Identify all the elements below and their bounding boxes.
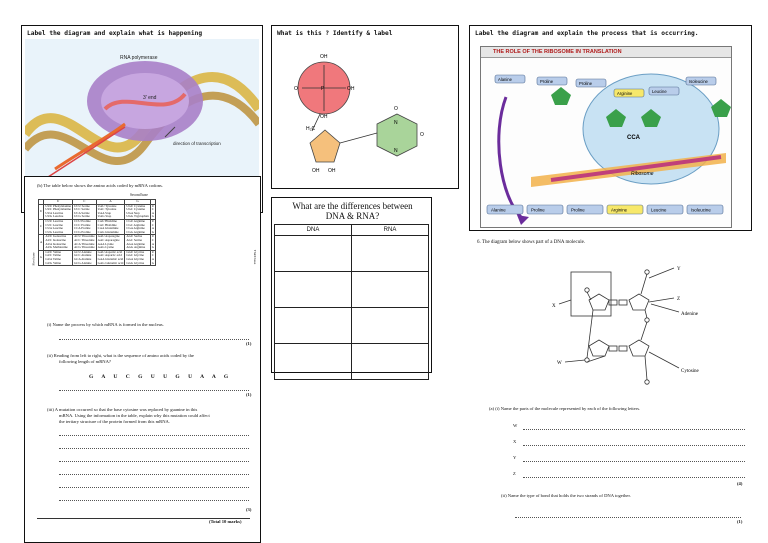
codon-cell — [96, 219, 125, 234]
diff-cell[interactable] — [352, 236, 429, 272]
third-base-entry: G — [151, 245, 155, 250]
codon-entry: UUC Phenylalanine — [45, 207, 71, 212]
diff-cell[interactable] — [352, 272, 429, 308]
letter-label: X — [513, 439, 517, 444]
codon-cell — [73, 235, 97, 250]
codon-entry: AAC Asparagine — [97, 237, 120, 242]
codon-row — [39, 219, 156, 234]
codon-entry: AGU Serine — [126, 234, 143, 239]
codon-entry: CAA Glutamine — [97, 226, 119, 231]
amino-label: Proline — [540, 79, 554, 84]
codon-cell — [73, 250, 97, 265]
codon-entry: UCU Serine — [74, 203, 90, 208]
third-base-label: Third base — [253, 249, 258, 265]
mark-3: (3) — [246, 507, 252, 512]
translation-diagram — [481, 57, 731, 227]
codon-entry: GCU Alanine — [74, 249, 92, 254]
answer-line[interactable] — [59, 339, 249, 340]
codon-entry: CUA Leucine — [45, 226, 63, 231]
title-line2: DNA & RNA? — [325, 211, 380, 221]
codon-entry: CGU Arginine — [126, 218, 145, 223]
letter-answer-line[interactable] — [523, 477, 745, 478]
mol-h2c: H₂C — [306, 126, 316, 132]
letter-label: Y — [513, 455, 517, 460]
codon-row — [39, 204, 156, 219]
nucleotide-diagram — [272, 38, 458, 188]
codon-entry: AAU Asparagine — [97, 234, 120, 239]
label-w: W — [557, 361, 562, 366]
diff-cell[interactable] — [275, 344, 352, 380]
answer-line[interactable] — [59, 474, 249, 475]
chain-label: Arginine — [611, 207, 628, 213]
codon-entry: ACU Threonine — [74, 234, 95, 239]
third-base-cell — [150, 219, 155, 234]
first-base-cell: U — [39, 204, 44, 219]
ribosome-figure — [480, 46, 732, 228]
codon-entry: GAG Glutamic acid — [97, 260, 124, 265]
codon-entry: AAA Lysine — [97, 241, 114, 246]
third-base-entry: A — [151, 241, 155, 246]
chain-label: Proline — [531, 207, 545, 213]
codon-row — [39, 250, 156, 265]
ribosome-panel — [469, 25, 752, 231]
codon-intro: (b) The table below shows the amino acids coded by mRNA codons. — [37, 183, 163, 188]
second-base-label: Second base — [130, 193, 148, 197]
codon-table — [38, 199, 156, 266]
mark-2: (1) — [246, 392, 252, 397]
codon-entry: AGG Arginine — [126, 245, 146, 250]
diff-cell[interactable] — [275, 272, 352, 308]
answer-line[interactable] — [59, 448, 249, 449]
label-x: X — [552, 304, 556, 309]
codon-entry: UGC Cysteine — [126, 207, 146, 212]
question-a-ii: (ii) Name the type of bond that holds the two strands of DNA together. — [501, 493, 631, 498]
codon-entry: UCG Serine — [74, 214, 90, 219]
column-header: A — [96, 200, 125, 205]
codon-entry: UAC Tyrosine — [97, 207, 117, 212]
answer-line[interactable] — [59, 435, 249, 436]
chain-label: Leucine — [651, 207, 667, 213]
mol-n1: N — [394, 120, 398, 126]
third-base-entry: C — [151, 222, 154, 227]
codon-entry: GAC Aspartic acid — [97, 253, 122, 258]
question-iii-a: (iii) A mutation occurred so that the base cytosine was replaced by guanine in this — [47, 407, 198, 412]
codon-entry: CUC Leucine — [45, 222, 63, 227]
codon-entry: AGA Arginine — [126, 241, 145, 246]
question-iii-b: mRNA. Using the information in the table, explain why this mutation could affect — [59, 413, 210, 418]
first-base-label: First base — [31, 252, 36, 266]
letter-answer-line[interactable] — [523, 445, 745, 446]
answer-line[interactable] — [59, 461, 249, 462]
third-base-entry: A — [151, 210, 155, 215]
codon-entry: UAA Stop — [97, 210, 112, 215]
third-base-cell — [150, 204, 155, 219]
letter-label: Z — [513, 471, 516, 476]
mark-1: (1) — [246, 341, 252, 346]
label-z: Z — [677, 297, 681, 302]
answer-line[interactable] — [59, 390, 249, 391]
codon-entry: UUA Leucine — [45, 210, 64, 215]
codon-entry: UAU Tyrosine — [97, 203, 117, 208]
third-base-entry: U — [151, 249, 155, 254]
third-base-entry: C — [151, 207, 154, 212]
codon-entry: GGC Glycine — [126, 253, 144, 258]
ribosome-label: Ribosome — [631, 171, 654, 177]
diff-cell[interactable] — [352, 308, 429, 344]
mol-oh3: OH — [320, 114, 328, 120]
third-base-entry: A — [151, 256, 155, 261]
mol-o2: O — [420, 132, 424, 138]
third-base-entry: G — [151, 214, 155, 219]
codon-entry: GCA Alanine — [74, 256, 92, 261]
codon-entry: ACG Threonine — [74, 245, 95, 250]
chain-label: Alanine — [491, 207, 506, 213]
codon-entry: CCG Proline — [74, 229, 91, 234]
transcription-header: Label the diagram and explain what is happening — [27, 30, 203, 37]
codon-entry: CCA Proline — [74, 226, 91, 231]
codon-cell — [125, 250, 150, 265]
chain-label: Isoleucine — [691, 207, 711, 213]
question-ii-b: following length of mRNA? — [59, 359, 111, 364]
codon-entry: CCC Proline — [74, 222, 91, 227]
codon-entry: UCA Serine — [74, 210, 90, 215]
letter-answer-line[interactable] — [523, 461, 745, 462]
mark-4: (4) — [737, 481, 743, 486]
codon-entry: GAU Aspartic acid — [97, 249, 123, 254]
codon-entry: UUU Phenylalanine — [45, 203, 72, 208]
question-a-i: (a) (i) Name the parts of the molecule represented by each of the following letters. — [489, 406, 641, 411]
third-base-entry: U — [151, 234, 155, 239]
first-base-cell: G — [39, 250, 44, 265]
codon-entry: AGC Serine — [126, 237, 142, 242]
mol-oh4: OH — [312, 168, 320, 174]
codon-cell — [125, 219, 150, 234]
third-base-entry: C — [151, 237, 154, 242]
codon-cell — [44, 250, 73, 265]
letter-label: W — [513, 423, 518, 428]
codon-cell — [125, 204, 150, 219]
codon-entry: AUG Methionine — [45, 245, 68, 250]
diff-table — [274, 224, 429, 380]
codon-entry: GGG Glycine — [126, 260, 145, 265]
codon-entry: AUC Isoleucine — [45, 237, 66, 242]
codon-cell — [73, 204, 97, 219]
amino-label: Alanine — [498, 77, 512, 82]
third-base-cell — [150, 250, 155, 265]
codon-entry: ACA Threonine — [74, 241, 95, 246]
codon-entry: GCC Alanine — [74, 253, 92, 258]
third-base-entry: A — [151, 226, 155, 231]
codon-entry: CUG Leucine — [45, 229, 64, 234]
label-direction: direction of transcription — [173, 141, 221, 146]
label-cytosine: Cytosine — [681, 369, 699, 374]
codon-entry: CAU Histidine — [97, 218, 117, 223]
ribosome-header: Label the diagram and explain the process that is occurring. — [475, 30, 699, 37]
third-base-entry: C — [151, 253, 154, 258]
col-dna: DNA — [275, 225, 352, 236]
codon-entry: AUU Isoleucine — [45, 234, 67, 239]
first-base-cell: C — [39, 219, 44, 234]
codon-cell — [44, 204, 73, 219]
answer-line[interactable] — [59, 500, 249, 501]
codon-entry: GUU Valine — [45, 249, 62, 254]
mrna-sequence: G A U C G U U G U A A G — [89, 374, 232, 380]
dna-molecule-diagram — [529, 260, 729, 390]
third-base-cell — [150, 235, 155, 250]
codon-worksheet — [24, 176, 261, 543]
third-base-entry: G — [151, 229, 155, 234]
anticodon-label: CCA — [627, 135, 640, 141]
column-header: G — [125, 200, 150, 205]
nucleotide-header: What is this ? Identify & label — [277, 30, 393, 37]
codon-entry: ACC Threonine — [74, 237, 95, 242]
label-rna-polymerase: RNA polymerase — [120, 55, 158, 61]
diff-cell[interactable] — [352, 344, 429, 380]
amino-label: Leucine — [652, 89, 667, 94]
label-adenine: Adenine — [681, 312, 698, 317]
question-ii-a: (ii) Reading from left to right, what is the sequence of amino acids coded by the — [47, 353, 194, 358]
codon-entry: CAC Histidine — [97, 222, 117, 227]
title-line1: What are the differences between — [292, 201, 413, 211]
codon-entry: GAA Glutamic acid — [97, 256, 124, 261]
question-6: 6. The diagram below shows part of a DNA molecule. — [477, 240, 586, 245]
col-rna: RNA — [352, 225, 429, 236]
ribosome-title: THE ROLE OF THE RIBOSOME IN TRANSLATION — [493, 48, 622, 55]
mol-oh5: OH — [328, 168, 336, 174]
codon-cell — [96, 235, 125, 250]
codon-entry: GGU Glycine — [126, 249, 145, 254]
third-base-entry: U — [151, 218, 155, 223]
mol-oh2: OH — [347, 86, 355, 92]
label-3end: 3' end — [143, 95, 157, 101]
bottom-chain-group — [487, 205, 723, 214]
transcription-illustration — [25, 39, 259, 189]
question-i: (i) Name the process by which mRNA is formed in the nucleus. — [47, 322, 164, 327]
mol-o: O — [294, 86, 298, 92]
total-marks: (Total 10 marks) — [209, 519, 242, 524]
mol-o3: O — [394, 106, 398, 112]
codon-entry: UUG Leucine — [45, 214, 64, 219]
codon-entry: CUU Leucine — [45, 218, 64, 223]
mol-oh1: OH — [320, 54, 328, 60]
transcription-figure — [25, 39, 259, 189]
codon-cell — [125, 235, 150, 250]
codon-row — [39, 235, 156, 250]
codon-entry: UCC Serine — [74, 207, 90, 212]
third-base-entry: U — [151, 203, 155, 208]
codon-entry: UGA Stop — [126, 210, 140, 215]
diff-cell[interactable] — [275, 236, 352, 272]
codon-cell — [44, 219, 73, 234]
codon-entry: CCU Proline — [74, 218, 91, 223]
codon-entry: AAG Lysine — [97, 245, 114, 250]
codon-entry: CGG Arginine — [126, 229, 145, 234]
column-header: C — [73, 200, 97, 205]
codon-entry: CAG Glutamine — [97, 229, 119, 234]
diff-cell[interactable] — [275, 308, 352, 344]
first-base-cell: A — [39, 235, 44, 250]
amino-label: Isoleucine — [689, 79, 708, 84]
codon-entry: GGA Glycine — [126, 256, 144, 261]
codon-cell — [96, 250, 125, 265]
codon-entry: GUG Valine — [45, 260, 62, 265]
question-iii-c: the tertiary structure of the protein formed from this mRNA. — [59, 419, 170, 424]
amino-label: Arginine — [617, 91, 633, 96]
nucleotide-panel — [271, 25, 459, 189]
codon-entry: GUA Valine — [45, 256, 61, 261]
codon-entry: UGU Cysteine — [126, 203, 146, 208]
codon-entry: CGA Arginine — [126, 226, 145, 231]
letter-answer-line[interactable] — [523, 429, 745, 430]
codon-entry: GCG Alanine — [74, 260, 92, 265]
codon-entry: UGG Tryptophan — [126, 214, 149, 219]
label-y: Y — [677, 267, 681, 272]
mark-5: (1) — [737, 519, 743, 524]
answer-line[interactable] — [515, 517, 741, 518]
dna-rna-title — [272, 201, 433, 221]
codon-cell — [96, 204, 125, 219]
mol-p: P — [321, 86, 325, 92]
column-header: U — [44, 200, 73, 205]
mol-n2: N — [394, 148, 398, 154]
chain-label: Proline — [571, 207, 585, 213]
answer-line[interactable] — [59, 487, 249, 488]
third-base-entry: G — [151, 260, 155, 265]
codon-entry: UAG Stop — [97, 214, 112, 219]
codon-entry: AUA Isoleucine — [45, 241, 66, 246]
amino-label: Proline — [579, 81, 593, 86]
codon-entry: GUC Valine — [45, 253, 61, 258]
codon-cell — [73, 219, 97, 234]
codon-cell — [44, 235, 73, 250]
dna-question-panel — [469, 235, 759, 535]
dna-rna-panel — [271, 197, 432, 373]
codon-entry: CGC Arginine — [126, 222, 145, 227]
